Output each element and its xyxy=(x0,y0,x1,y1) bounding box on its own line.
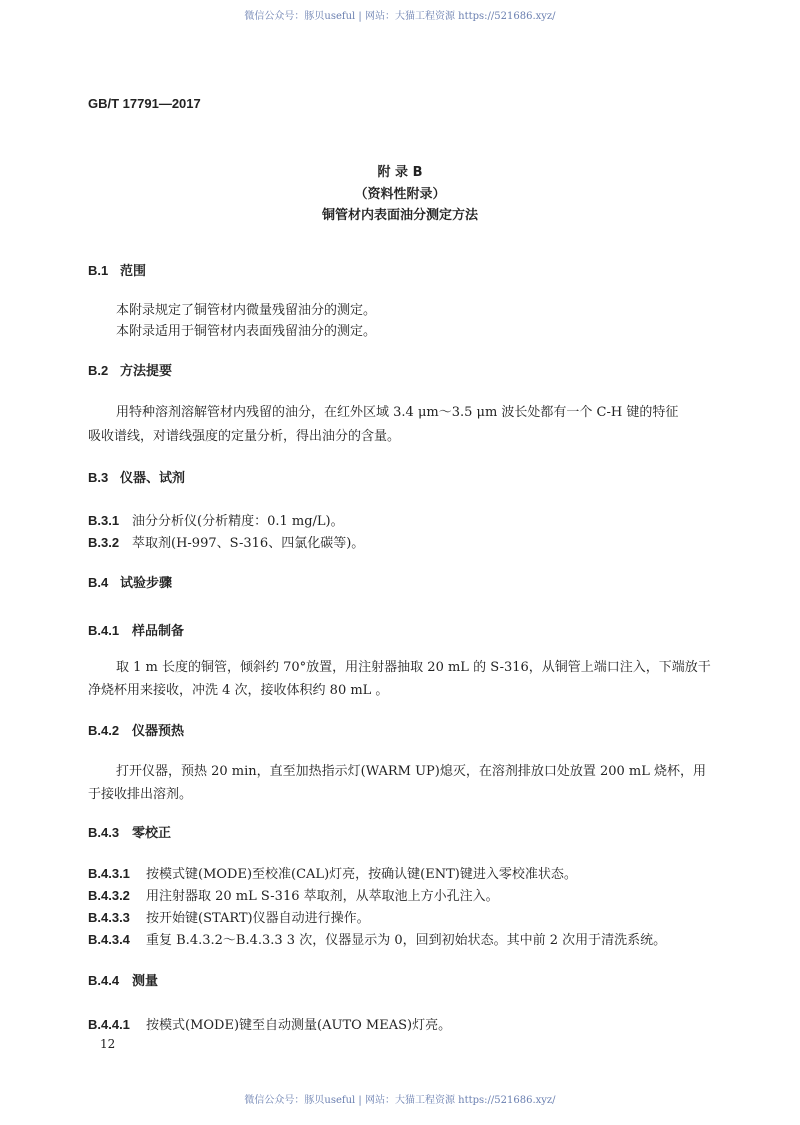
page-number: 12 xyxy=(100,1037,116,1051)
section-title: 方法提要 xyxy=(120,364,173,379)
clause-item xyxy=(88,867,577,881)
appendix-title: 铜管材内表面油分测定方法 xyxy=(321,208,478,223)
section-title: 仪器、试剂 xyxy=(120,471,186,486)
clause-text: 按开始键(START)仪器自动进行操作。 xyxy=(146,911,370,926)
section-title: 试验步骤 xyxy=(120,576,173,591)
clause-text: 油分分析仪(分析精度：0.1 mg/L)。 xyxy=(132,514,344,529)
watermark-top: 微信公众号：豚贝useful | 网站：大猫工程资源 https://521686.xyz/ xyxy=(244,11,556,22)
section-title: 仪器预热 xyxy=(132,724,185,739)
section-number: B.3 xyxy=(88,470,109,485)
paragraph-line: 吸收谱线，对谱线强度的定量分析，得出油分的含量。 xyxy=(88,429,401,444)
clause-number: B.4.3.2 xyxy=(88,888,130,903)
section-heading-b41 xyxy=(88,624,184,638)
section-heading-b42 xyxy=(88,724,184,738)
section-heading-b2 xyxy=(88,364,172,378)
section-title: 测量 xyxy=(132,974,159,989)
section-number: B.1 xyxy=(88,263,109,278)
section-heading-b3 xyxy=(88,471,185,485)
clause-item xyxy=(88,889,499,903)
clause-item xyxy=(88,933,666,947)
clause-number: B.4.3.1 xyxy=(88,866,130,881)
clause-text: 萃取剂(H-997、S-316、四氯化碳等)。 xyxy=(132,536,365,551)
appendix-label: 附 录 B xyxy=(377,165,423,180)
clause-text: 用注射器取 20 mL S-316 萃取剂，从萃取池上方小孔注入。 xyxy=(146,889,499,904)
appendix-type: （资料性附录） xyxy=(354,187,446,202)
clause-number: B.4.3.4 xyxy=(88,932,130,947)
clause-item xyxy=(88,514,344,528)
standard-number: GB/T 17791—2017 xyxy=(88,96,201,111)
clause-number: B.3.1 xyxy=(88,513,120,528)
paragraph-line: 打开仪器，预热 20 min，直至加热指示灯(WARM UP)熄灭，在溶剂排放口处放置 200 mL 烧杯，用 xyxy=(116,764,707,779)
paragraph-line: 本附录适用于铜管材内表面残留油分的测定。 xyxy=(116,324,377,339)
paragraph-line: 取 1 m 长度的铜管，倾斜约 70°放置，用注射器抽取 20 mL 的 S-316，从铜管上端口注入，下端放干 xyxy=(116,660,711,675)
section-title: 零校正 xyxy=(132,826,172,841)
clause-item xyxy=(88,1018,451,1032)
paragraph-line: 净烧杯用来接收，冲洗 4 次，接收体积约 80 mL 。 xyxy=(88,683,389,698)
section-number: B.4 xyxy=(88,575,109,590)
section-heading-b1 xyxy=(88,264,146,278)
section-number: B.4.3 xyxy=(88,825,120,840)
clause-item xyxy=(88,911,370,925)
section-heading-b4 xyxy=(88,576,172,590)
section-title: 样品制备 xyxy=(132,624,185,639)
section-title: 范围 xyxy=(120,264,147,279)
section-heading-b44 xyxy=(88,974,158,988)
section-number: B.4.4 xyxy=(88,973,120,988)
clause-text: 按模式键(MODE)至校准(CAL)灯亮，按确认键(ENT)键进入零校准状态。 xyxy=(146,867,577,882)
section-number: B.2 xyxy=(88,363,109,378)
clause-number: B.3.2 xyxy=(88,535,120,550)
watermark-bottom: 微信公众号：豚贝useful | 网站：大猫工程资源 https://521686.xyz/ xyxy=(244,1095,556,1106)
clause-number: B.4.4.1 xyxy=(88,1017,130,1032)
clause-text: 按模式(MODE)键至自动测量(AUTO MEAS)灯亮。 xyxy=(146,1018,452,1033)
section-heading-b43 xyxy=(88,826,171,840)
clause-item xyxy=(88,536,364,550)
section-number: B.4.2 xyxy=(88,723,120,738)
clause-text: 重复 B.4.3.2～B.4.3.3 3 次，仪器显示为 0，回到初始状态。其中前 2 次用于清洗系统。 xyxy=(146,933,667,948)
paragraph-line: 于接收排出溶剂。 xyxy=(88,787,193,802)
section-number: B.4.1 xyxy=(88,623,120,638)
paragraph-line: 用特种溶剂溶解管材内残留的油分，在红外区域 3.4 μm～3.5 μm 波长处都有一个 C-H 键的特征 xyxy=(116,405,679,420)
paragraph-line: 本附录规定了铜管材内微量残留油分的测定。 xyxy=(116,303,377,318)
clause-number: B.4.3.3 xyxy=(88,910,130,925)
